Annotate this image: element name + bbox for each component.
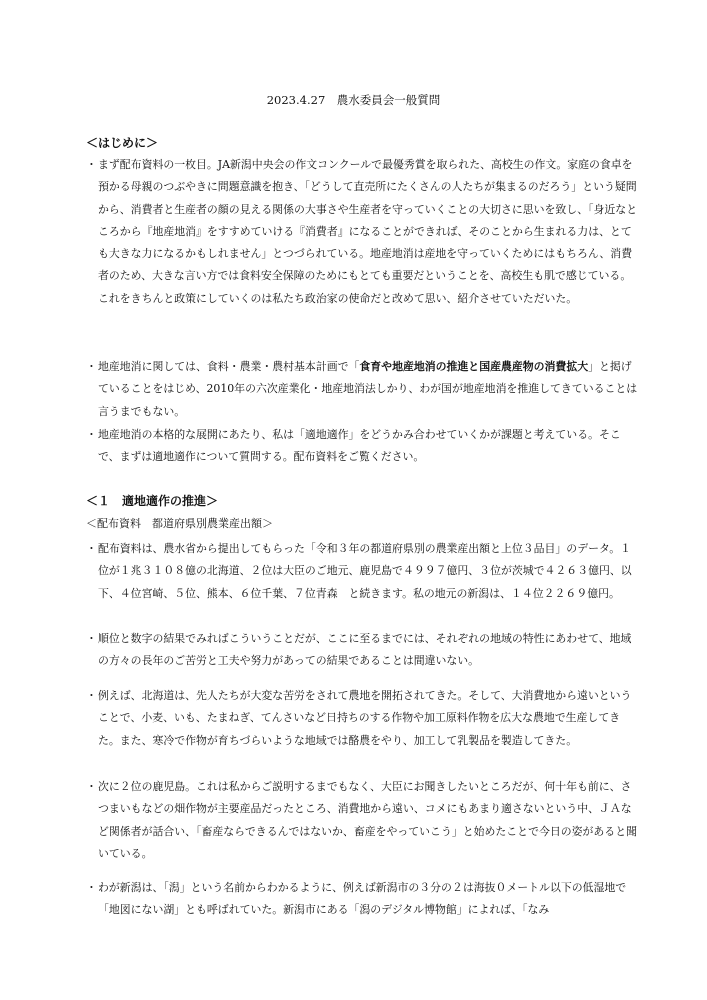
paragraph (86, 776, 638, 865)
bullet: ・ (86, 632, 97, 645)
paragraph-text: わが新潟は、「潟」という名前からわかるように、例えば新潟市の３分の２は海抜０メートル以下の低湿地で「地図にない湖」とも呼ばれていた。新潟市にある「潟のデジタル博物館」によれば、「なみ (98, 881, 627, 917)
document-title: 2023.4.27 農水委員会一般質問 (266, 93, 441, 107)
section-heading-introduction: ＜はじめに＞ (86, 136, 159, 150)
paragraph (86, 424, 638, 469)
bold-phrase: 食育や地産地消の推進と国産農産物の消費拡大 (359, 360, 589, 373)
paragraph (86, 877, 638, 922)
bullet: ・ (86, 542, 97, 555)
paragraph (86, 628, 638, 673)
paragraph-text: まず配布資料の一枚目。JA新潟中央会の作文コンクールで最優秀賞を取られた、高校生の作文。家庭の食卓を預かる母親のつぶやきに問題意識を抱き、「どうして直売所にたくさんの人たちが集まるのだろう」という疑問から、消費者と生産者の顔の見える関係の大事さや生産者を守っていくことの大切さに思いを致し、「身近なところから『地産地消』をすすめていける『消費者』になることができれば、そのことから生まれる力は、とても大きな力になるかもしれません」とつづられている。地産地消は産地を守っていくためにはもちろん、消費者のため、大きな言い方では食料安全保障のためにもとても重要だということを、高校生も肌で感じている。これをきちんと政策にしていくのは私たち政治家の使命だと改めて思い、紹介させていただいた。 (98, 158, 638, 305)
bullet: ・ (86, 780, 97, 793)
text-segment: 」と掲げていることをはじめ、2010年の六次産業化・地産地消法しかり、わが国が地産地消を推進してきていることは言うまでもない。 (98, 360, 638, 418)
paragraph-text: 地産地消の本格的な展開にあたり、私は「適地適作」をどうかみ合わせていくかが課題と考えている。そこで、まずは適地適作について質問する。配布資料をご覧ください。 (98, 428, 621, 464)
paragraph (86, 154, 638, 310)
section-heading-tekichi-tekisaku: ＜１ 適地適作の推進＞ (86, 494, 219, 508)
bullet: ・ (86, 428, 97, 441)
bullet: ・ (86, 360, 97, 373)
bullet: ・ (86, 158, 97, 171)
paragraph-text: 次に２位の鹿児島。これは私からご説明するまでもなく、大臣にお聞きしたいところだが、何十年も前に、さつまいもなどの畑作物が主要産品だったところ、消費地から遠い、コメにもあまり適さないという中、ＪＡなど関係者が話合い、「畜産ならできるんではないか、畜産をやっていこう」と始めたことで今日の姿があると聞いている。 (98, 780, 637, 860)
paragraph (86, 356, 638, 423)
paragraph-text: 例えば、北海道は、先人たちが大変な苦労をされて農地を開拓されてきた。そして、大消費地から遠いということで、小麦、いも、たまねぎ、てんさいなど日持ちのする作物や加工原料作物を広大な農地で生産してきた。また、寒冷で作物が育ちづらいような地域では酪農をやり、加工して乳製品を製造してきた。 (98, 689, 632, 747)
paragraph-text: 配布資料は、農水省から提出してもらった「令和３年の都道府県別の農業産出額と上位３品目」のデータ。１位が１兆３１０８億の北海道、２位は大臣のご地元、鹿児島で４９９７億円、３位が茨城で４２６３億円、以下、４位宮崎、５位、熊本、６位千葉、７位青森 と続きます。私の地元の新潟は、１４位２２６９億円。 (98, 542, 632, 600)
paragraph (86, 685, 638, 752)
bullet: ・ (86, 881, 97, 894)
handout-subheading: ＜配布資料 都道府県別農業産出額＞ (86, 517, 273, 530)
paragraph-text (98, 356, 638, 423)
text-segment: 地産地消に関しては、食料・農業・農村基本計画で「 (98, 360, 360, 373)
bullet: ・ (86, 689, 97, 702)
paragraph (86, 538, 638, 605)
paragraph-text: 順位と数字の結果でみればこういうことだが、ここに至るまでには、それぞれの地域の特性にあわせて、地域の方々の長年のご苦労と工夫や努力があっての結果であることは間違いない。 (98, 632, 632, 668)
